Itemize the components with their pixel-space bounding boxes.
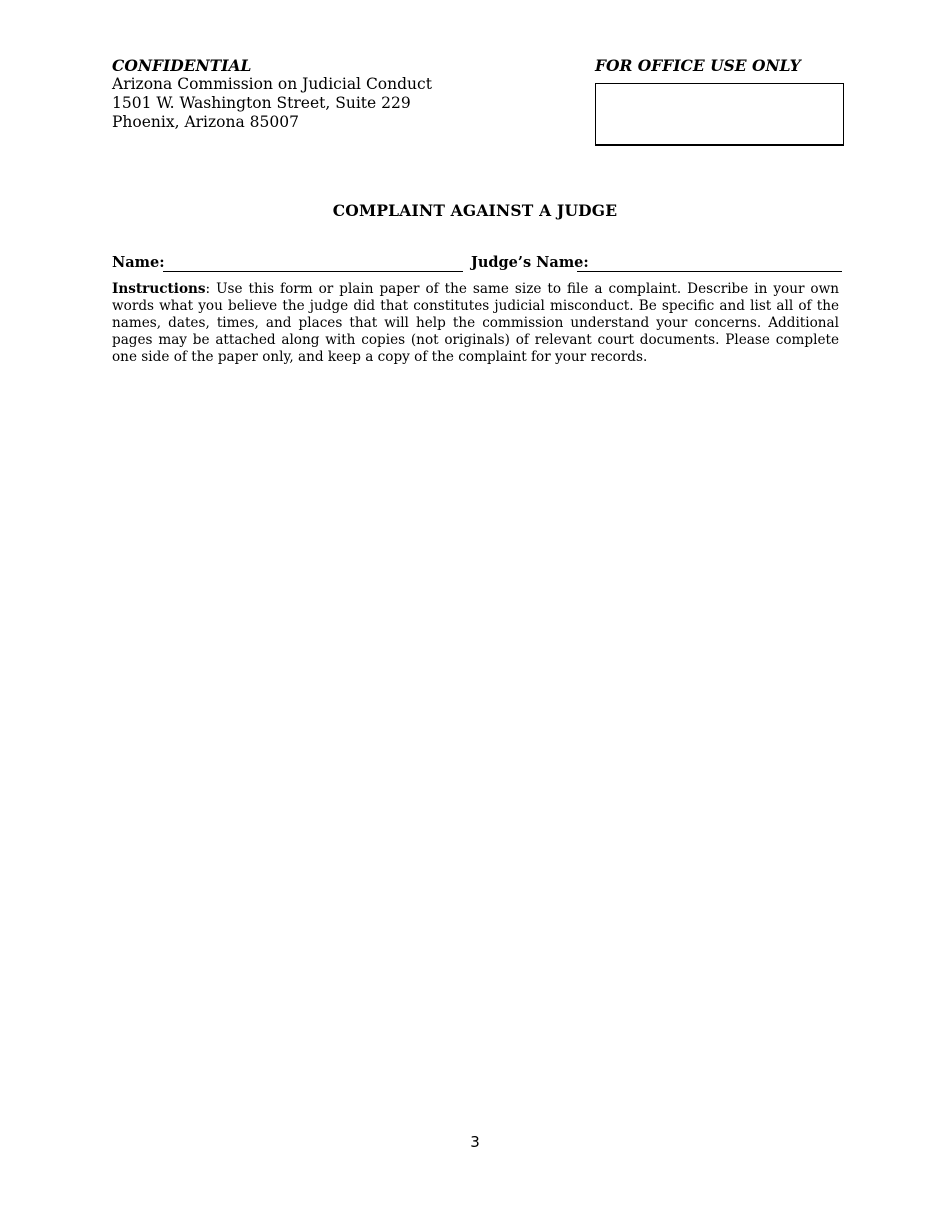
instructions-paragraph — [112, 281, 839, 366]
page-number: 3 — [470, 1133, 480, 1151]
instructions-text: : Use this form or plain paper of the same size to file a complaint. Describe in your own words what you believe the judge did that constitutes judicial misconduct. Be specific and list all of the names, dates, times, and places that will help the commission understand your concerns. Additional pages may be attached along with copies (not originals) of relevant court documents. Please complete one side of the paper only, and keep a copy of the complaint for your records. — [112, 281, 839, 365]
name-fields-row — [112, 254, 844, 274]
office-use-label: FOR OFFICE USE ONLY — [595, 56, 801, 75]
name-field[interactable] — [163, 271, 463, 272]
judge-name-label: Judge’s Name: — [471, 254, 589, 271]
judge-name-field[interactable] — [577, 271, 842, 272]
office-use-section — [595, 56, 845, 146]
address-line-city: Phoenix, Arizona 85007 — [112, 113, 299, 131]
sender-block — [112, 56, 532, 132]
address-line-organization: Arizona Commission on Judicial Conduct — [112, 75, 432, 93]
name-label: Name: — [112, 254, 165, 271]
page-title: COMPLAINT AGAINST A JUDGE — [332, 201, 618, 220]
confidential-label: CONFIDENTIAL — [112, 56, 252, 75]
office-use-box — [595, 83, 844, 146]
address-line-street: 1501 W. Washington Street, Suite 229 — [112, 94, 411, 112]
instructions-label: Instructions — [112, 281, 206, 297]
